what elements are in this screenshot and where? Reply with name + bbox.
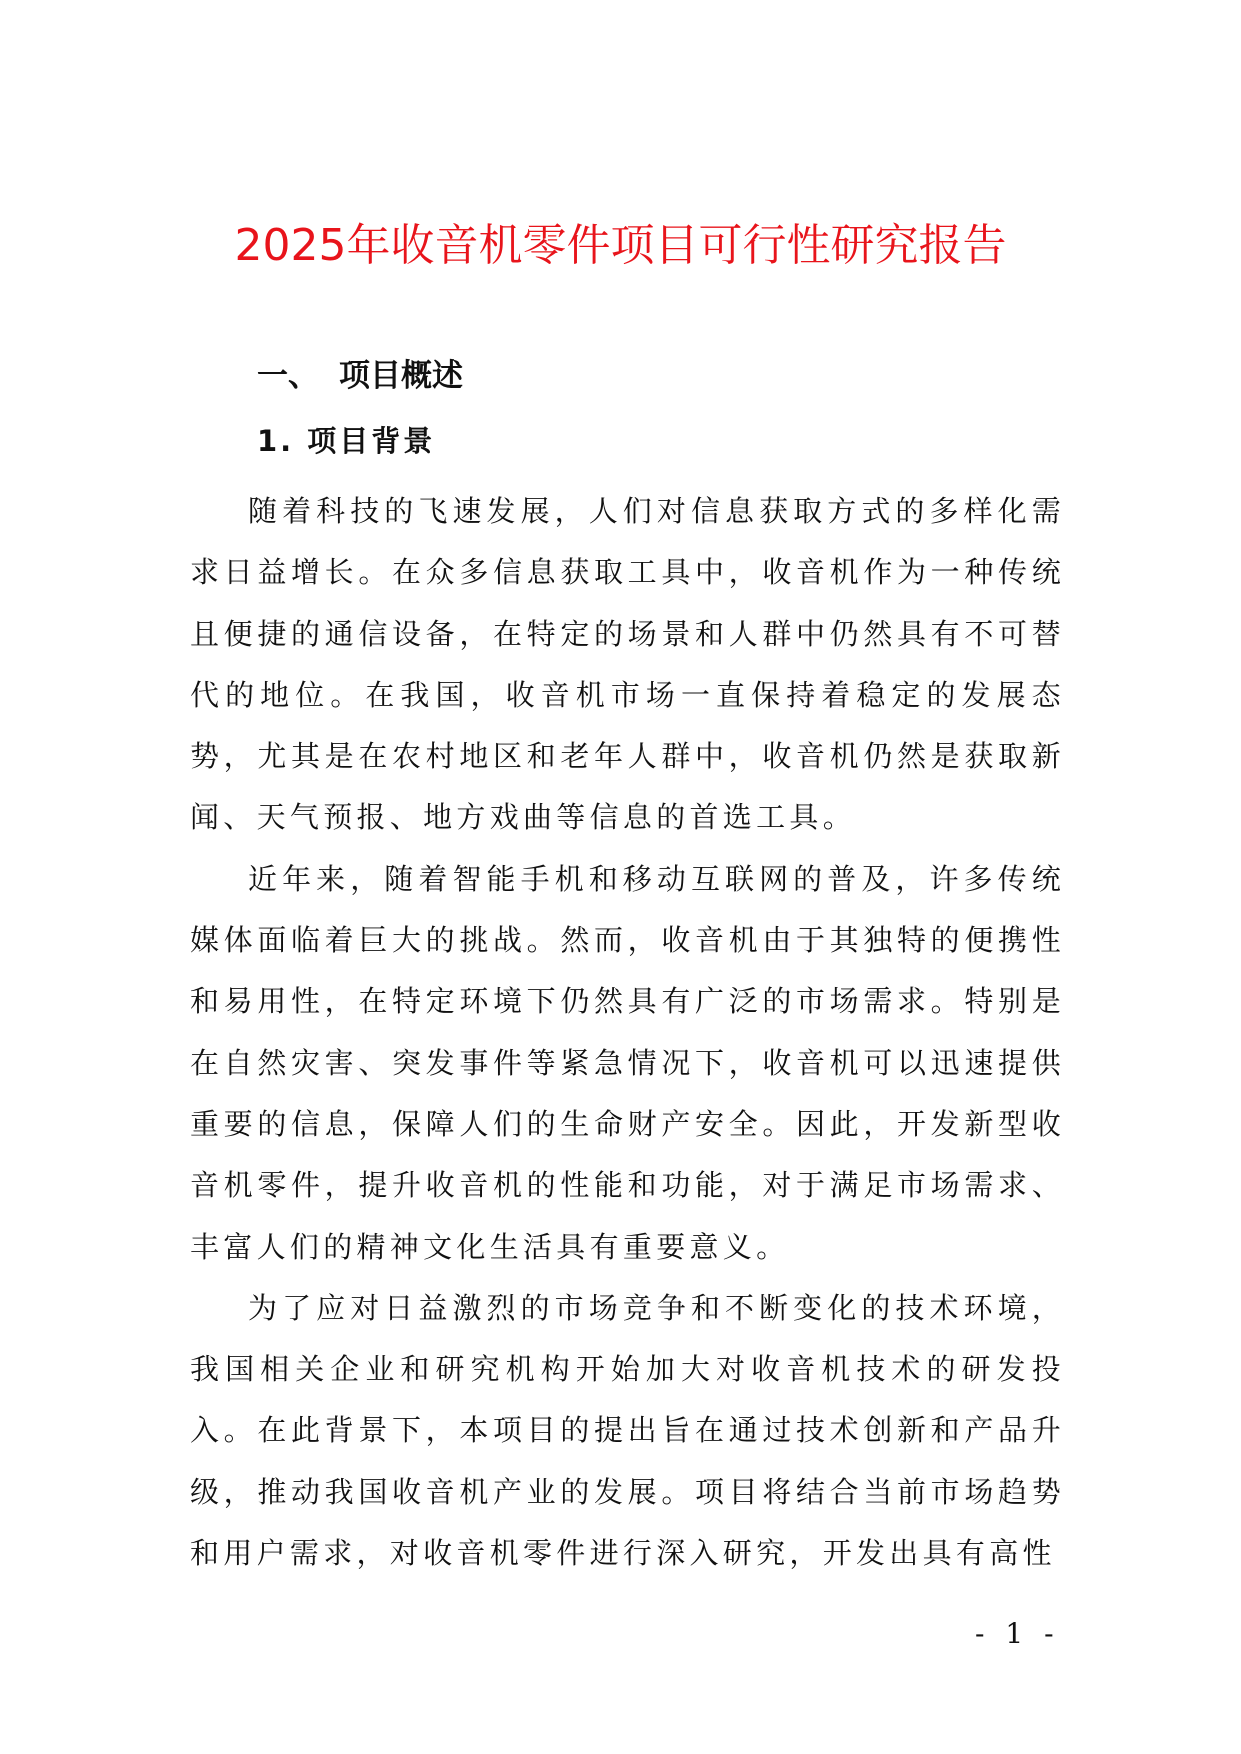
- paragraph: 为了应对日益激烈的市场竞争和不断变化的技术环境，我国相关企业和研究机构开始加大对收音机技术的研发投入。在此背景下，本项目的提出旨在通过技术创新和产品升级，推动我国收音机产业的发展。项目将结合当前市场趋势和用户需求，对收音机零件进行深入研究，开发出具有高性: [190, 1290, 1065, 1571]
- body-text: [190, 481, 1065, 1584]
- section-label: 项目概述: [339, 358, 463, 394]
- paragraph: 近年来，随着智能手机和移动互联网的普及，许多传统媒体面临着巨大的挑战。然而，收音机由于其独特的便携性和易用性，在特定环境下仍然具有广泛的市场需求。特别是在自然灾害、突发事件等紧急情况下，收音机可以迅速提供重要的信息，保障人们的生命财产安全。因此，开发新型收音机零件，提升收音机的性能和功能，对于满足市场需求、丰富人们的精神文化生活具有重要意义。: [190, 861, 1065, 1264]
- document-title: 2025年收音机零件项目可行性研究报告: [234, 220, 1007, 271]
- section-heading: [257, 356, 463, 396]
- section-number: 一、: [257, 358, 319, 394]
- paragraph: 随着科技的飞速发展，人们对信息获取方式的多样化需求日益增长。在众多信息获取工具中，收音机作为一种传统且便捷的通信设备，在特定的场景和人群中仍然具有不可替代的地位。在我国，收音机市场一直保持着稳定的发展态势，尤其是在农村地区和老年人群中，收音机仍然是获取新闻、天气预报、地方戏曲等信息的首选工具。: [190, 494, 1065, 835]
- subsection-heading: 1. 项目背景: [257, 424, 436, 458]
- page-number: - 1 -: [975, 1617, 1060, 1650]
